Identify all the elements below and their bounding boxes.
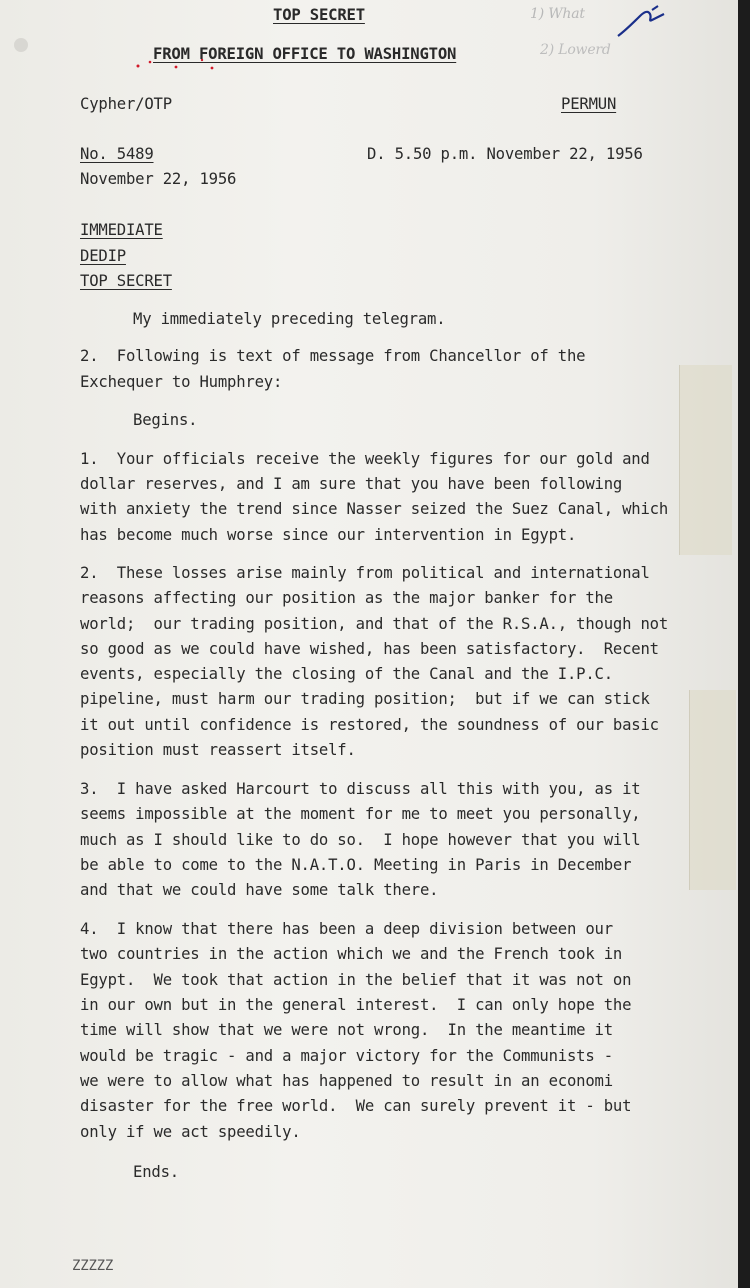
code-word: PERMUN: [561, 95, 617, 113]
body-line: seems impossible at the moment for me to meet you personally,: [80, 805, 641, 823]
signature-tick-icon: [612, 4, 672, 44]
body-line: 3. I have asked Harcourt to discuss all this with you, as it: [80, 780, 641, 798]
priority-top-secret: TOP SECRET: [80, 272, 172, 290]
body-line: has become much worse since our intervention in Egypt.: [80, 526, 577, 544]
routing-heading: FROM FOREIGN OFFICE TO WASHINGTON: [153, 45, 457, 63]
body-line: dollar reserves, and I am sure that you have been following: [80, 475, 623, 493]
body-line: 2. Following is text of message from Chancellor of the: [80, 347, 586, 365]
classification-heading: TOP SECRET: [273, 6, 365, 24]
pencil-annotation: 2) Lowerd: [540, 42, 611, 58]
body-line: and that we could have some talk there.: [80, 881, 439, 899]
tape-strip: [689, 690, 736, 890]
body-line: two countries in the action which we and the French took in: [80, 945, 623, 963]
body-line: 4. I know that there has been a deep division between our: [80, 920, 613, 938]
ends-line: Ends.: [133, 1163, 179, 1181]
body-line: world; our trading position, and that of the R.S.A., though not: [80, 615, 669, 633]
body-line: would be tragic - and a major victory for the Communists -: [80, 1047, 613, 1065]
dispatch-time: D. 5.50 p.m. November 22, 1956: [367, 145, 643, 163]
telegram-number: No. 5489: [80, 145, 154, 163]
body-line: Exchequer to Humphrey:: [80, 373, 283, 391]
body-line: with anxiety the trend since Nasser seized the Suez Canal, which: [80, 500, 669, 518]
pencil-annotation: 1) What: [530, 6, 585, 22]
intro-line: My immediately preceding telegram.: [133, 310, 446, 328]
body-line: Egypt. We took that action in the belief that it was not on: [80, 971, 632, 989]
body-line: 1. Your officials receive the weekly figures for our gold and: [80, 450, 650, 468]
body-line: it out until confidence is restored, the soundness of our basic: [80, 716, 659, 734]
body-line: events, especially the closing of the Canal and the I.P.C.: [80, 665, 613, 683]
priority-dedip: DEDIP: [80, 247, 126, 265]
telegram-date: November 22, 1956: [80, 170, 237, 188]
body-line: position must reassert itself.: [80, 741, 356, 759]
tape-strip: [679, 365, 732, 555]
body-line: we were to allow what has happened to result in an economi: [80, 1072, 613, 1090]
priority-immediate: IMMEDIATE: [80, 221, 163, 239]
body-line: in our own but in the general interest. I can only hope the: [80, 996, 632, 1014]
body-line: be able to come to the N.A.T.O. Meeting in Paris in December: [80, 856, 632, 874]
body-line: time will show that we were not wrong. In the meantime it: [80, 1021, 613, 1039]
body-line: much as I should like to do so. I hope however that you will: [80, 831, 641, 849]
begins-line: Begins.: [133, 411, 198, 429]
body-line: reasons affecting our position as the major banker for the: [80, 589, 613, 607]
body-line: 2. These losses arise mainly from political and international: [80, 564, 650, 582]
body-line: disaster for the free world. We can surely prevent it - but: [80, 1097, 632, 1115]
body-line: so good as we could have wished, has been satisfactory. Recent: [80, 640, 659, 658]
terminator-code: ZZZZZ: [72, 1258, 114, 1274]
body-line: only if we act speedily.: [80, 1123, 301, 1141]
cypher-label: Cypher/OTP: [80, 95, 172, 113]
punch-hole: [14, 38, 28, 52]
body-line: pipeline, must harm our trading position; but if we can stick: [80, 690, 650, 708]
